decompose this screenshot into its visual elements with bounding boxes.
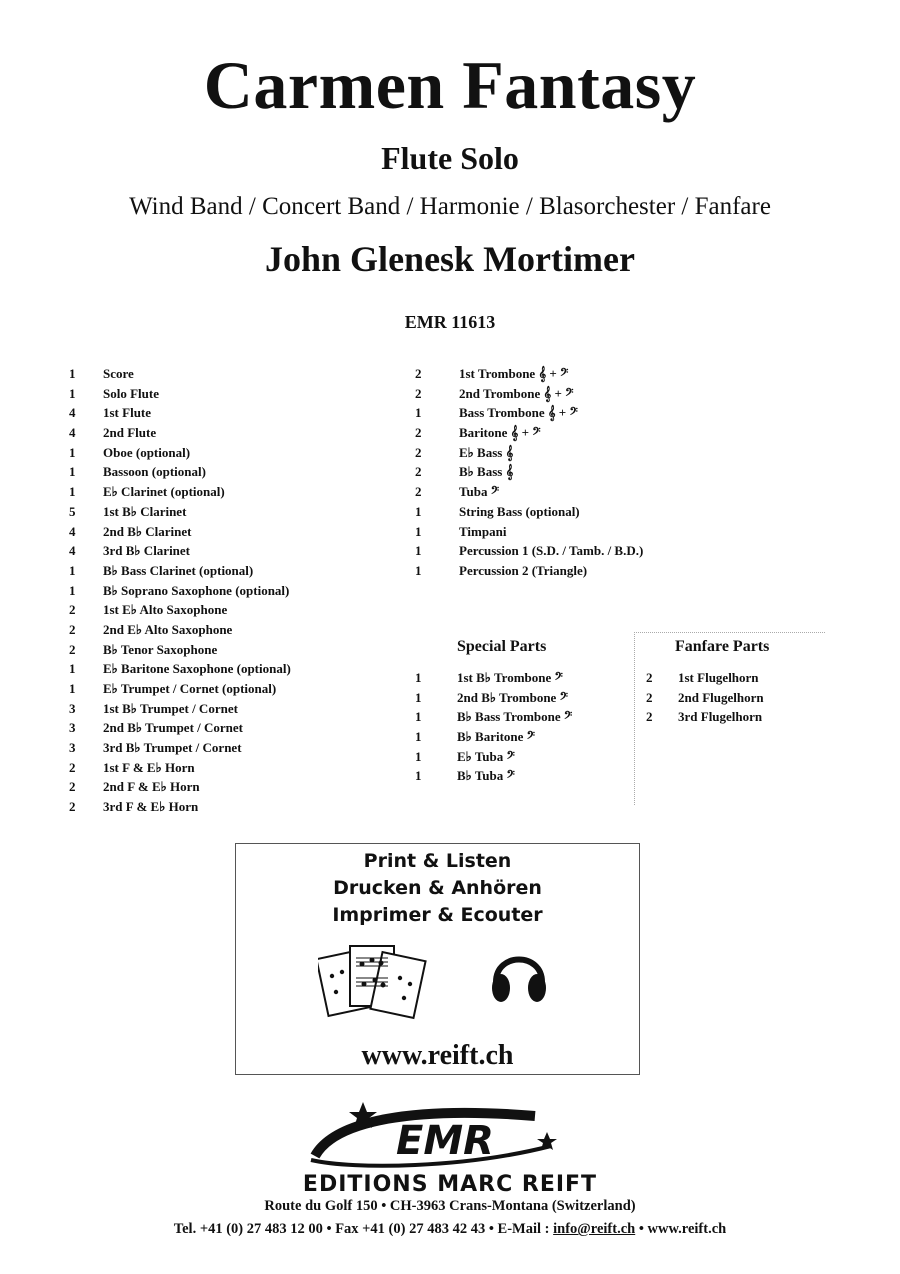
email-link[interactable]: info@reift.ch (553, 1221, 636, 1237)
catalog-number: EMR 11613 (404, 312, 496, 332)
list-item: 4 2nd Flute (69, 425, 157, 441)
list-item: 1 Bass Trombone 𝄞 + 𝄢 (415, 405, 578, 421)
list-item: 1 Score (69, 366, 134, 381)
parts-list-left (69, 364, 399, 817)
list-item: 1 Timpani (415, 523, 507, 539)
special-parts-list (415, 668, 635, 786)
list-item: 4 2nd B♭ Clarinet (69, 523, 192, 539)
list-item: 3 2nd B♭ Trumpet / Cornet (69, 720, 243, 736)
promo-line-fr: Imprimer & Ecouter (332, 904, 543, 926)
list-item: 1 B♭ Soprano Saxophone (optional) (69, 582, 290, 598)
list-item: 1 Oboe (optional) (69, 444, 191, 460)
list-item: 5 1st B♭ Clarinet (69, 503, 187, 519)
list-item: 2 2nd Trombone 𝄞 + 𝄢 (415, 385, 574, 401)
list-item: 2 B♭ Tenor Saxophone (69, 641, 218, 657)
subtitle: Flute Solo (381, 140, 519, 176)
list-item: 2 Baritone 𝄞 + 𝄢 (415, 425, 541, 441)
list-item: 2 2nd E♭ Alto Saxophone (69, 621, 233, 637)
website-link[interactable]: www.reift.ch (361, 1040, 514, 1071)
publisher-name: EDITIONS MARC REIFT (302, 1172, 598, 1197)
list-item: 1 Percussion 1 (S.D. / Tamb. / B.D.) (415, 543, 644, 559)
list-item: 1 Percussion 2 (Triangle) (415, 562, 588, 578)
list-item: 1 String Bass (optional) (415, 503, 580, 519)
promo-line-de: Drucken & Anhören (333, 877, 542, 899)
publisher-address: Route du Golf 150 • CH-3963 Crans-Montana (Switzerland) (264, 1198, 636, 1214)
list-item: 1 B♭ Tuba 𝄢 (415, 768, 515, 784)
sheet-music-icon (318, 940, 430, 1024)
special-parts-heading: Special Parts (457, 638, 547, 655)
emr-logo-icon (305, 1102, 565, 1174)
list-item: 2 1st Trombone 𝄞 + 𝄢 (415, 366, 569, 381)
list-item: 2 2nd Flugelhorn (646, 689, 764, 705)
list-item: 1 B♭ Baritone 𝄢 (415, 729, 536, 745)
list-item: 2 1st Flugelhorn (646, 670, 759, 685)
parts-list-middle (415, 364, 715, 581)
list-item: 1 B♭ Bass Clarinet (optional) (69, 562, 254, 578)
list-item: 1 Solo Flute (69, 385, 159, 401)
list-item: 2 E♭ Bass 𝄞 (415, 444, 514, 460)
contact-line (0, 1221, 900, 1238)
list-item: 1 2nd B♭ Trombone 𝄢 (415, 689, 568, 705)
list-item: 3 3rd B♭ Trumpet / Cornet (69, 740, 242, 756)
list-item: 4 1st Flute (69, 405, 152, 421)
list-item: 2 3rd Flugelhorn (646, 709, 763, 725)
print-listen-box (235, 843, 640, 1075)
list-item: 2 3rd F & E♭ Horn (69, 799, 199, 815)
list-item: 2 1st F & E♭ Horn (69, 759, 195, 775)
fanfare-parts-heading: Fanfare Parts (675, 638, 770, 655)
composer: John Glenesk Mortimer (265, 239, 635, 279)
list-item: 2 1st E♭ Alto Saxophone (69, 602, 228, 618)
genre-line: Wind Band / Concert Band / Harmonie / Blasorchester / Fanfare (129, 193, 771, 220)
list-item: 1 Bassoon (optional) (69, 464, 206, 480)
list-item: 1 B♭ Bass Trombone 𝄢 (415, 709, 573, 725)
list-item: 2 Tuba 𝄢 (415, 484, 500, 500)
promo-line-en: Print & Listen (363, 850, 512, 872)
headphones-icon (488, 942, 550, 1008)
contact-phone-fax: Tel. +41 (0) 27 483 12 00 • Fax +41 (0) 27 483 42 43 • E-Mail : (173, 1221, 554, 1237)
list-item: 4 3rd B♭ Clarinet (69, 543, 191, 559)
list-item: 1 E♭ Baritone Saxophone (optional) (69, 661, 291, 677)
contact-website: • www.reift.ch (635, 1221, 727, 1237)
list-item: 1 E♭ Clarinet (optional) (69, 484, 225, 500)
list-item: 2 B♭ Bass 𝄞 (415, 464, 514, 480)
logo-text: EMR (396, 1118, 494, 1164)
list-item: 3 1st B♭ Trumpet / Cornet (69, 700, 238, 716)
list-item: 1 E♭ Tuba 𝄢 (415, 748, 515, 764)
list-item: 2 2nd F & E♭ Horn (69, 779, 200, 795)
list-item: 1 E♭ Trumpet / Cornet (optional) (69, 681, 277, 696)
fanfare-parts-list (646, 668, 816, 727)
list-item: 1 1st B♭ Trombone 𝄢 (415, 670, 563, 685)
page-title: Carmen Fantasy (203, 47, 697, 123)
